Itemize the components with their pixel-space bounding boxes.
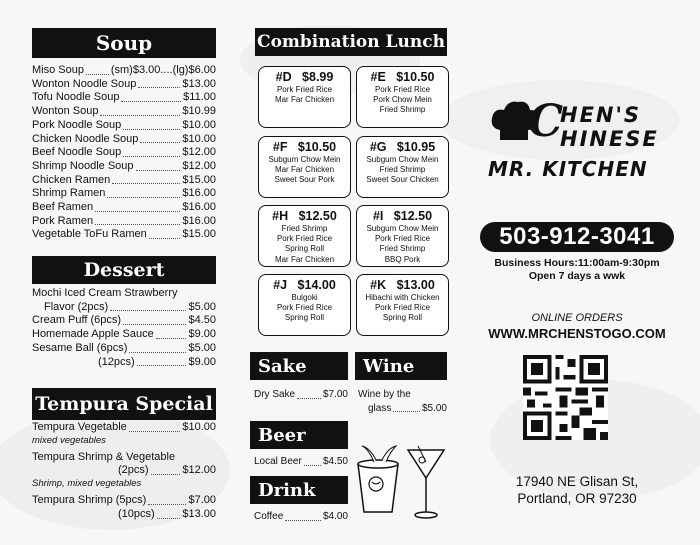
combo-line: Pork Chow Mein (373, 95, 432, 105)
combo-title: #D $8.99 (275, 70, 334, 84)
item-name: glass (368, 402, 392, 414)
item-name: Dry Sake (254, 389, 296, 400)
combo-line: Pork Fried Rice (374, 303, 431, 313)
item-price: $12.00 (182, 464, 216, 477)
item-price: $4.50 (322, 456, 348, 467)
tempura-header: Tempura Special (32, 388, 216, 420)
menu-item (358, 402, 447, 416)
qr-code[interactable] (523, 355, 608, 440)
item-price: (sm)$3.00....(lg)$6.00 (110, 64, 216, 76)
combo-line: Mar Far Chicken (274, 165, 335, 175)
restaurant-logo (488, 96, 678, 190)
soup-header: Soup (32, 28, 216, 58)
leader-dots (285, 520, 321, 521)
item-price: $13.00 (182, 507, 216, 520)
item-name: Wonton Soup (32, 105, 99, 118)
leader-dots (123, 324, 186, 325)
combo-line: Pork Fried Rice (276, 85, 333, 94)
item-price: $15.00 (182, 228, 216, 241)
combo-line: Subgum Chow Mein (366, 224, 439, 233)
combo-line: BBQ Pork (384, 254, 421, 264)
leader-dots (95, 211, 180, 212)
menu-item (32, 78, 216, 92)
menu-item (32, 133, 216, 147)
combo-title: #I $12.50 (372, 209, 433, 223)
item-price: $7.00 (322, 389, 348, 400)
combo-line: Pork Fried Rice (374, 85, 431, 94)
phone-number[interactable]: 503-912-3041 (480, 222, 674, 252)
menu-item (32, 342, 216, 356)
item-price: $7.00 (188, 494, 216, 507)
combo-line: Spring Roll (284, 244, 325, 254)
menu-item (32, 508, 216, 522)
menu-item (32, 494, 216, 508)
item-name: Pork Ramen (32, 214, 94, 227)
leader-dots (123, 156, 180, 157)
menu-item (254, 455, 348, 469)
combo-line: Fried Shrimp (281, 224, 328, 233)
menu-item (32, 421, 216, 435)
sake-list (254, 388, 348, 402)
combo-line: Bulgoki (291, 293, 318, 302)
dessert-list (32, 287, 216, 369)
wine-list (358, 388, 447, 415)
beer-list (254, 455, 348, 469)
combo-box (356, 274, 449, 336)
leader-dots (123, 129, 180, 130)
leader-dots (112, 183, 180, 184)
leader-dots (95, 224, 180, 225)
combo-line: Pork Fried Rice (276, 303, 333, 313)
combo-line: Fried Shrimp (379, 165, 426, 175)
item-name: Chicken Noodle Soup (32, 132, 139, 145)
menu-item (32, 119, 216, 133)
item-name: Tofu Noodle Soup (32, 91, 120, 104)
item-name: Tempura Shrimp & Vegetable (32, 450, 176, 463)
item-name: Chicken Ramen (32, 173, 111, 186)
item-price: $9.00 (188, 328, 216, 341)
leader-dots (138, 87, 180, 88)
item-price: $9.00 (188, 355, 216, 368)
item-name: (10pcs) (118, 507, 155, 520)
item-price: $5.00 (188, 341, 216, 354)
menu-item (254, 388, 348, 402)
menu-item (32, 201, 216, 215)
item-name: Beef Noodle Soup (32, 146, 122, 159)
combo-box (356, 136, 449, 198)
combo-line: Subgum Chow Mein (366, 155, 439, 164)
item-price: $10.00 (182, 421, 216, 433)
item-name: Flavor (2pcs) (44, 300, 109, 313)
leader-dots (151, 474, 181, 475)
leader-dots (129, 431, 181, 432)
menu-item (32, 64, 216, 78)
menu-item (32, 174, 216, 188)
logo-line-mr-kitchen: MR. KITCHEN (488, 157, 648, 181)
item-name: Tempura Shrimp (5pcs) (32, 494, 147, 507)
item-price: $4.50 (188, 314, 216, 327)
leader-dots (137, 365, 187, 366)
item-price: $16.00 (182, 201, 216, 214)
combo-line: Pork Fried Rice (374, 234, 431, 244)
combo-title: #H $12.50 (272, 209, 337, 223)
address-line-1: 17940 NE Glisan St, (515, 474, 639, 489)
website-link[interactable]: WWW.MRCHENSTOGO.COM (488, 326, 666, 341)
item-price: $13.00 (182, 77, 216, 90)
dessert-header: Dessert (32, 256, 216, 284)
combo-box (258, 136, 351, 198)
item-price: $10.00 (182, 118, 216, 131)
cocktail-illustration (352, 442, 452, 522)
menu-item (32, 328, 216, 342)
drink-header: Drink (250, 476, 348, 504)
item-name: Miso Soup (32, 64, 84, 76)
menu-item (32, 91, 216, 105)
combo-box (356, 205, 449, 267)
menu-item (32, 187, 216, 201)
menu-item (32, 146, 216, 160)
combo-line: Sweet Sour Pork (274, 175, 335, 185)
item-price: $12.00 (182, 159, 216, 172)
combo-line: Hibachi with Chicken (365, 293, 440, 302)
combo-title: #F $10.50 (272, 140, 337, 154)
item-note: Shrimp, mixed vegetables (32, 478, 142, 490)
leader-dots (148, 504, 186, 505)
address-line-2: Portland, OR 97230 (517, 491, 637, 506)
menu-item (32, 356, 216, 370)
item-name: (12pcs) (98, 355, 135, 368)
dessert-line (32, 287, 216, 301)
online-orders-label: ONLINE ORDERS (531, 312, 623, 324)
item-name: Beef Ramen (32, 201, 94, 214)
combo-line: Spring Roll (284, 313, 325, 323)
wine-header: Wine (355, 352, 447, 380)
open-days: Open 7 days a wwk (528, 270, 626, 282)
item-price: $5.00 (188, 300, 216, 313)
item-note: mixed vegetables (32, 434, 106, 446)
item-price: $10.00 (182, 132, 216, 145)
combo-box (356, 66, 449, 128)
menu-item (32, 105, 216, 119)
item-name: Cream Puff (6pcs) (32, 314, 122, 327)
combo-line: Spring Roll (382, 313, 423, 323)
leader-dots (107, 197, 180, 198)
logo-letter-c: C (528, 96, 564, 147)
leader-dots (149, 238, 181, 239)
item-price: $4.00 (322, 511, 348, 522)
combo-line: Fried Shrimp (379, 105, 426, 115)
leader-dots (100, 115, 180, 116)
combo-line: Pork Fried Rice (276, 234, 333, 244)
menu-item (32, 215, 216, 229)
item-price: $11.00 (183, 91, 216, 104)
menu-item (32, 228, 216, 242)
leader-dots (121, 101, 181, 102)
logo-line-hens: HEN'S (560, 103, 642, 127)
combo-title: #E $10.50 (370, 70, 435, 84)
combo-line: Sweet Sour Chicken (366, 175, 439, 185)
logo-line-hinese: HINESE (560, 127, 659, 151)
combination-header: Combination Lunch (255, 28, 447, 56)
combo-line: Mar Far Chicken (274, 95, 335, 105)
leader-dots (304, 465, 321, 466)
sake-header: Sake (250, 352, 348, 380)
menu-item (32, 301, 216, 315)
leader-dots (157, 518, 181, 519)
leader-dots (86, 74, 109, 75)
leader-dots (393, 411, 420, 412)
menu-item (32, 451, 216, 465)
menu-item (254, 510, 348, 524)
item-name: Vegetable ToFu Ramen (32, 228, 147, 241)
combo-line: Subgum Chow Mein (268, 155, 341, 164)
item-price: $5.00 (421, 402, 447, 414)
item-price: $15.00 (182, 173, 216, 186)
combo-title: #K $13.00 (370, 278, 435, 292)
menu-item (32, 464, 216, 478)
combo-box (258, 66, 351, 128)
item-name: Wonton Noodle Soup (32, 77, 137, 90)
item-price: $10.99 (182, 105, 216, 118)
business-hours: Business Hours:11:00am-9:30pm (494, 257, 660, 269)
combo-title: #J $14.00 (273, 278, 336, 292)
item-price: $12.00 (182, 146, 216, 159)
leader-dots (129, 352, 186, 353)
item-name: Shrimp Noodle Soup (32, 159, 134, 172)
menu-item (358, 388, 447, 402)
beer-header: Beer (250, 421, 348, 449)
leader-dots (297, 398, 321, 399)
tempura-list (32, 421, 216, 522)
item-name: Coffee (254, 511, 284, 522)
item-name: Shrimp Ramen (32, 187, 106, 200)
leader-dots (140, 142, 180, 143)
leader-dots (110, 310, 186, 311)
item-name: Homemade Apple Sauce (32, 328, 154, 341)
combo-line: Fried Shrimp (379, 244, 426, 254)
combo-box (258, 205, 351, 267)
item-price: $16.00 (182, 187, 216, 200)
item-price: $16.00 (182, 214, 216, 227)
combo-line: Mar Far Chicken (274, 254, 335, 264)
leader-dots (156, 338, 187, 339)
menu-item (32, 314, 216, 328)
dessert-item-name: Mochi Iced Cream Strawberry (32, 287, 178, 299)
menu-item (32, 160, 216, 174)
leader-dots (136, 170, 181, 171)
item-name: Local Beer (254, 456, 302, 467)
drink-list (254, 510, 348, 524)
item-name: Pork Noodle Soup (32, 118, 122, 131)
soup-list (32, 64, 216, 242)
item-name: Tempura Vegetable (32, 421, 127, 433)
combo-box (258, 274, 351, 336)
item-name: (2pcs) (118, 464, 149, 477)
item-name: Wine by the (358, 389, 411, 400)
combo-title: #G $10.95 (369, 140, 436, 154)
item-name: Sesame Ball (6pcs) (32, 341, 128, 354)
